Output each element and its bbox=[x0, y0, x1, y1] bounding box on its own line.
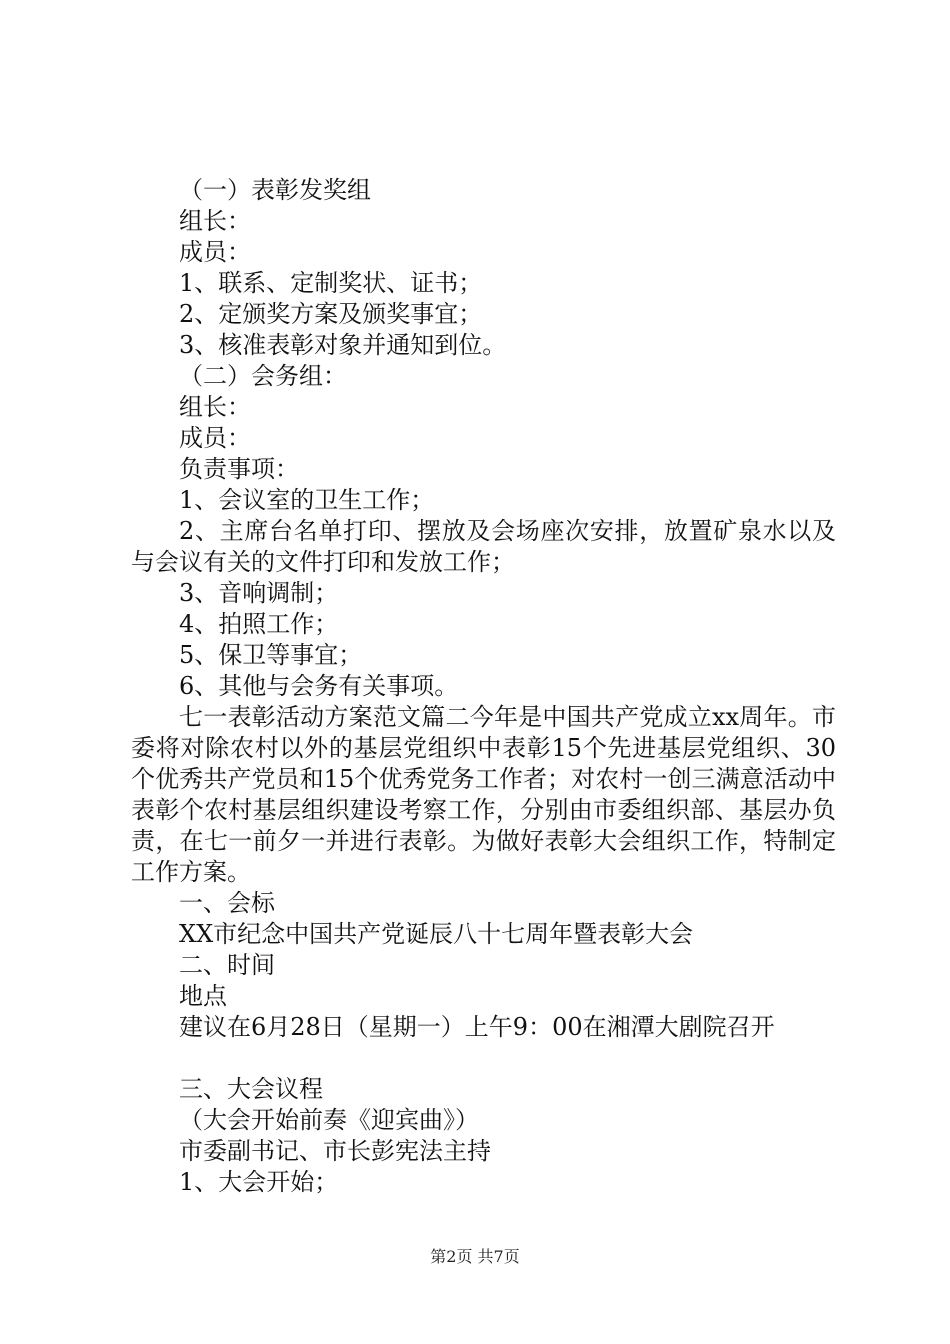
intro-paragraph: 七一表彰活动方案范文篇二今年是中国共产党成立xx周年。市委将对除农村以外的基层党组织中表彰15个先进基层党组织、30个优秀共产党员和15个优秀党务工作者；对农村一创三满意活动中表彰个农村基层组织建设考察工作，分别由市委组织部、基层办负责，在七一前夕一并进行表彰。为做好表彰大会组织工作，特制定工作方案。 bbox=[131, 703, 836, 886]
location-heading: 地点 bbox=[179, 982, 227, 1010]
group-leader-line: 组长： bbox=[179, 207, 251, 235]
responsibilities-heading: 负责事项： bbox=[179, 455, 299, 483]
members-line: 成员： bbox=[179, 238, 251, 266]
list-item: 4、拍照工作； bbox=[179, 610, 339, 638]
list-item: 1、联系、定制奖状、证书； bbox=[179, 269, 483, 297]
list-item: 1、会议室的卫生工作； bbox=[179, 486, 435, 514]
document-body bbox=[131, 175, 836, 1198]
section-heading-emblem: 一、会标 bbox=[179, 889, 275, 917]
agenda-prelude: （大会开始前奏《迎宾曲》） bbox=[179, 1106, 479, 1134]
members-line: 成员： bbox=[179, 424, 251, 452]
page-number-footer: 第2页 共7页 bbox=[430, 1247, 520, 1266]
list-item: 2、定颁奖方案及颁奖事宜； bbox=[179, 300, 483, 328]
section-heading-time: 二、时间 bbox=[179, 951, 275, 979]
list-item: 3、核准表彰对象并通知到位。 bbox=[179, 331, 507, 359]
list-item: 1、大会开始； bbox=[179, 1168, 339, 1196]
blank-line bbox=[131, 1043, 836, 1074]
list-item: 5、保卫等事宜； bbox=[179, 641, 363, 669]
list-item-paragraph: 2、主席台名单打印、摆放及会场座次安排，放置矿泉水以及与会议有关的文件打印和发放工作； bbox=[131, 517, 836, 576]
emblem-text: XX市纪念中国共产党诞辰八十七周年暨表彰大会 bbox=[179, 920, 694, 948]
list-item: 6、其他与会务有关事项。 bbox=[179, 672, 459, 700]
list-item: 3、音响调制； bbox=[179, 579, 339, 607]
agenda-host: 市委副书记、市长彭宪法主持 bbox=[179, 1137, 491, 1165]
time-location-text: 建议在6月28日（星期一）上午9：00在湘潭大剧院召开 bbox=[179, 1013, 775, 1041]
section-heading-agenda: 三、大会议程 bbox=[179, 1075, 323, 1103]
group-leader-line: 组长： bbox=[179, 393, 251, 421]
section-heading-meeting-group: （二）会务组： bbox=[179, 362, 347, 390]
section-heading-award-group: （一）表彰发奖组 bbox=[179, 176, 371, 204]
